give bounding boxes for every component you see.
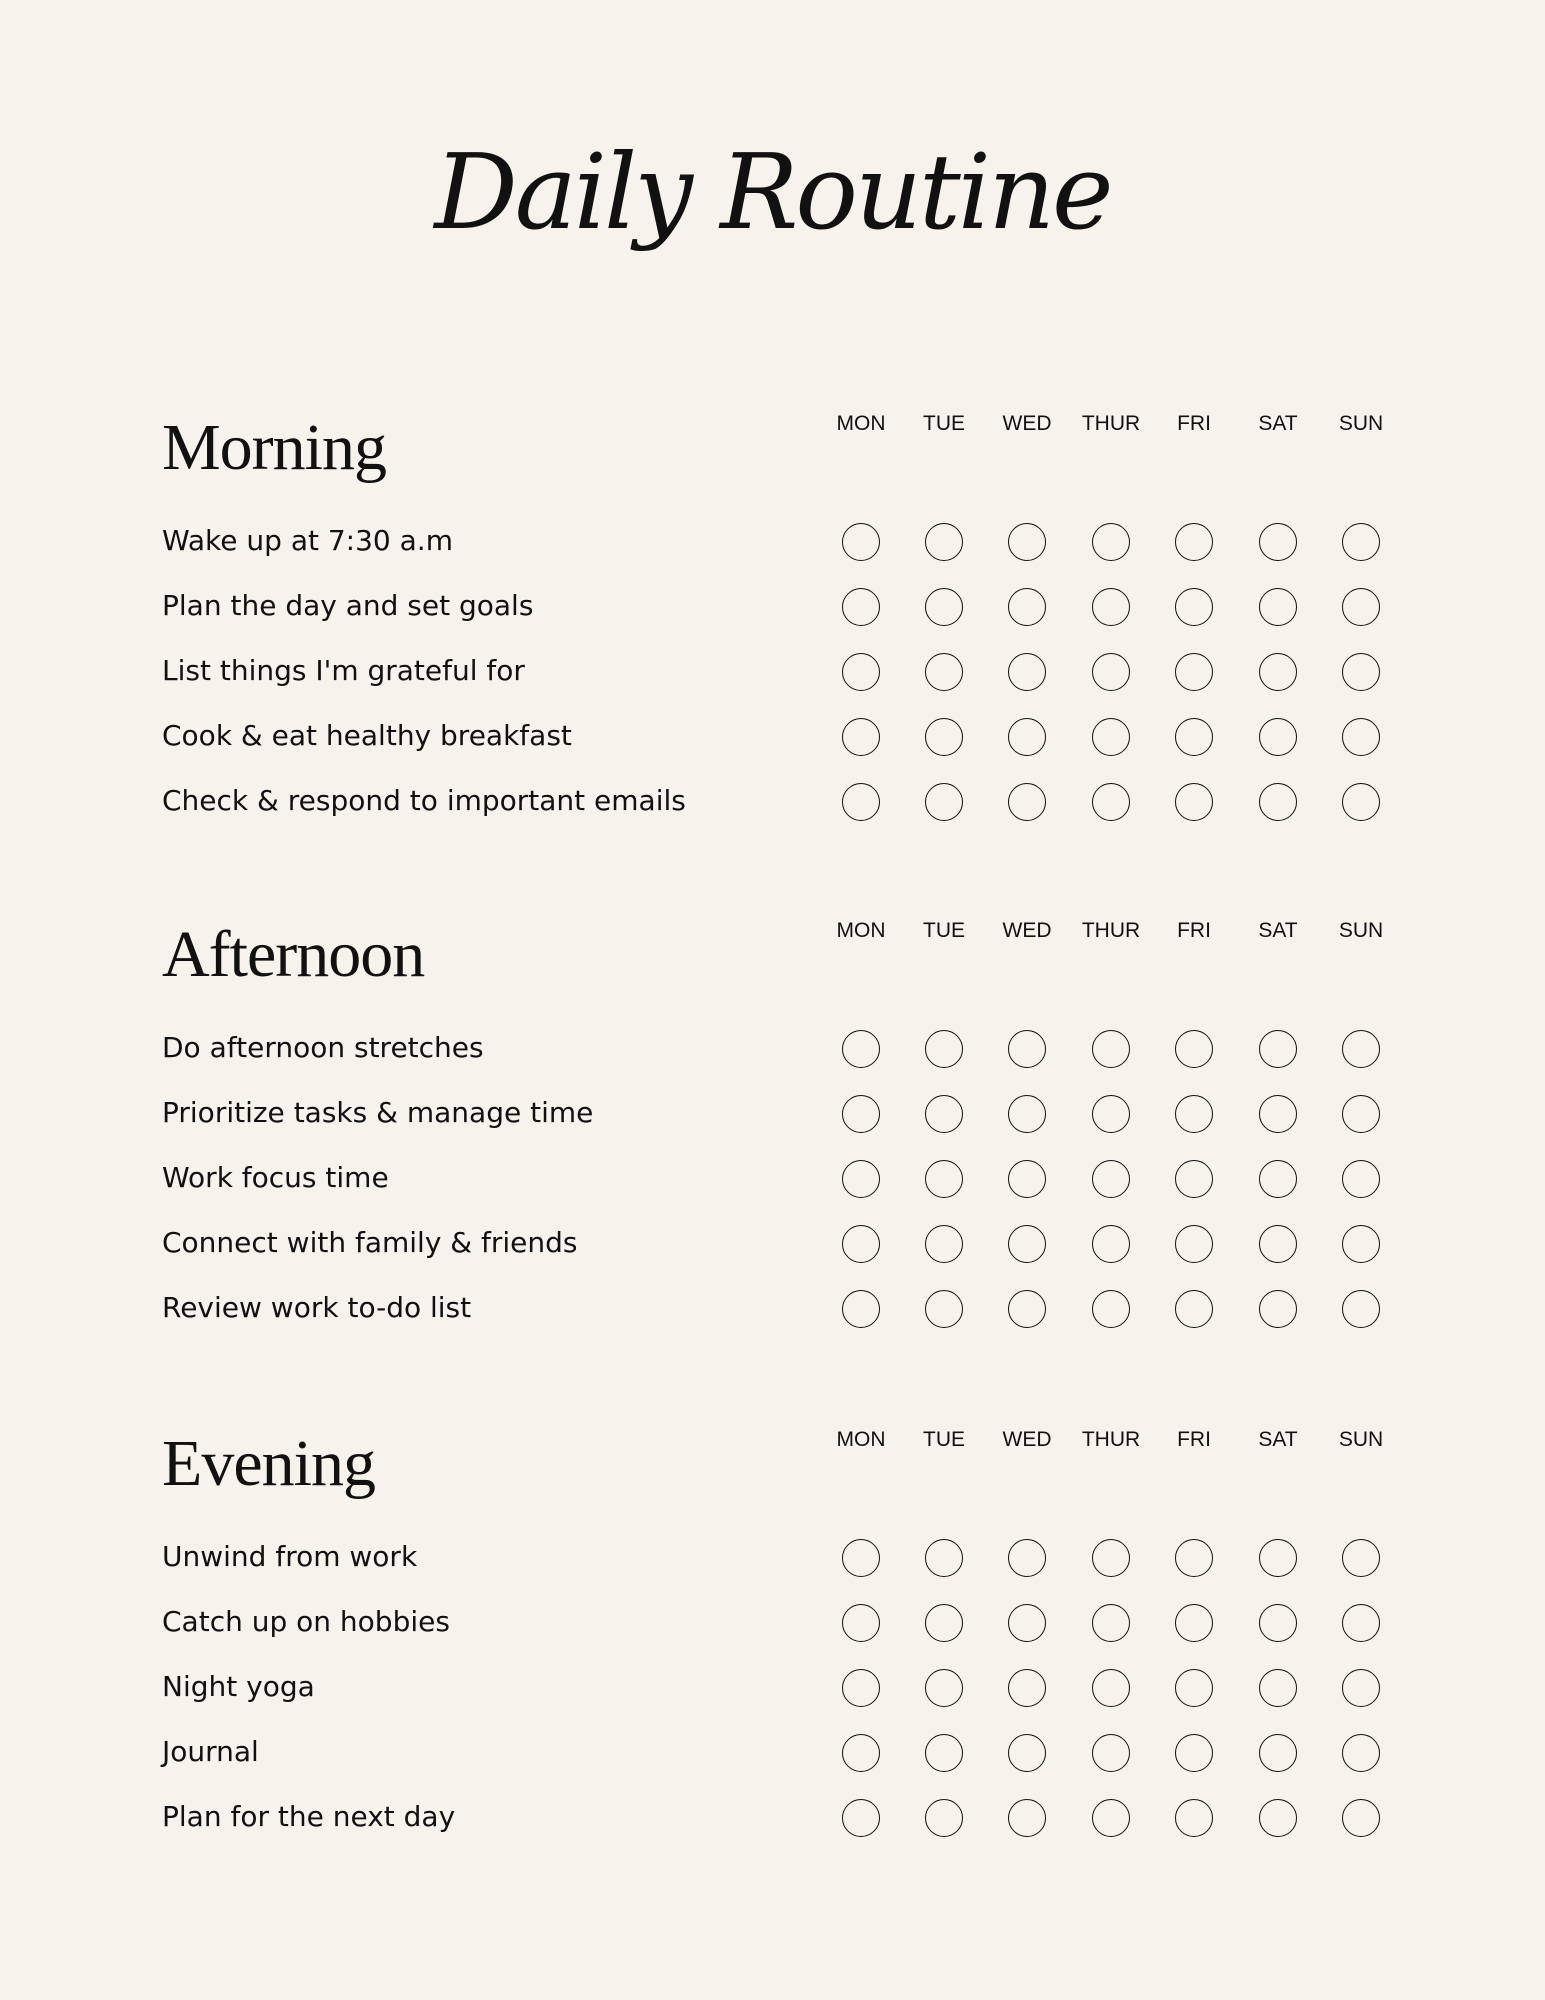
checkbox-mon[interactable] (842, 1095, 880, 1133)
checkbox-tue[interactable] (925, 1095, 963, 1133)
task-label: Plan the day and set goals (162, 589, 534, 622)
checkbox-wed[interactable] (1008, 1225, 1046, 1263)
day-header-wed: WED (1002, 412, 1052, 435)
checkbox-sun[interactable] (1342, 1290, 1380, 1328)
checkbox-fri[interactable] (1175, 1160, 1213, 1198)
checkbox-wed[interactable] (1008, 588, 1046, 626)
task-label: Wake up at 7:30 a.m (162, 524, 453, 557)
checkbox-sat[interactable] (1259, 1160, 1297, 1198)
checkbox-tue[interactable] (925, 1030, 963, 1068)
checkbox-thur[interactable] (1092, 1799, 1130, 1837)
checkbox-mon[interactable] (842, 1160, 880, 1198)
checkbox-wed[interactable] (1008, 1160, 1046, 1198)
checkbox-tue[interactable] (925, 1734, 963, 1772)
checkbox-wed[interactable] (1008, 523, 1046, 561)
day-header-fri: FRI (1177, 1428, 1211, 1451)
task-row (0, 645, 1545, 699)
checkbox-wed[interactable] (1008, 718, 1046, 756)
checkbox-mon[interactable] (842, 1669, 880, 1707)
day-header-fri: FRI (1177, 919, 1211, 942)
day-header-wed: WED (1002, 1428, 1052, 1451)
checkbox-wed[interactable] (1008, 653, 1046, 691)
checkbox-mon[interactable] (842, 1290, 880, 1328)
checkbox-sun[interactable] (1342, 653, 1380, 691)
task-row (0, 580, 1545, 634)
task-label: Work focus time (162, 1161, 389, 1194)
checkbox-sat[interactable] (1259, 1734, 1297, 1772)
checkbox-wed[interactable] (1008, 1799, 1046, 1837)
task-row (0, 710, 1545, 764)
checkbox-fri[interactable] (1175, 1604, 1213, 1642)
checkbox-thur[interactable] (1092, 1095, 1130, 1133)
checkbox-fri[interactable] (1175, 718, 1213, 756)
day-header-tue: TUE (923, 412, 965, 435)
checkbox-sun[interactable] (1342, 1095, 1380, 1133)
task-row (0, 1726, 1545, 1780)
checkbox-thur[interactable] (1092, 653, 1130, 691)
day-header-thur: THUR (1081, 412, 1141, 435)
day-header-fri: FRI (1177, 412, 1211, 435)
task-row (0, 1531, 1545, 1585)
task-row (0, 1661, 1545, 1715)
day-header-sun: SUN (1338, 919, 1384, 942)
checkbox-thur[interactable] (1092, 1030, 1130, 1068)
checkbox-tue[interactable] (925, 1539, 963, 1577)
checkbox-mon[interactable] (842, 588, 880, 626)
checkbox-mon[interactable] (842, 1799, 880, 1837)
section-afternoon (0, 918, 1545, 1352)
checkbox-fri[interactable] (1175, 1030, 1213, 1068)
checkbox-sat[interactable] (1259, 1225, 1297, 1263)
checkbox-wed[interactable] (1008, 783, 1046, 821)
task-label: Connect with family & friends (162, 1226, 578, 1259)
task-row (0, 1217, 1545, 1271)
checkbox-sat[interactable] (1259, 1604, 1297, 1642)
section-morning (0, 411, 1545, 845)
checkbox-sun[interactable] (1342, 1604, 1380, 1642)
task-row (0, 515, 1545, 569)
checkbox-sat[interactable] (1259, 1539, 1297, 1577)
checkbox-sat[interactable] (1259, 1799, 1297, 1837)
day-header-sat: SAT (1258, 1428, 1298, 1451)
task-label: Night yoga (162, 1670, 315, 1703)
task-label: Check & respond to important emails (162, 784, 686, 817)
task-row (0, 1791, 1545, 1845)
checkbox-sun[interactable] (1342, 1799, 1380, 1837)
checkbox-mon[interactable] (842, 523, 880, 561)
checkbox-fri[interactable] (1175, 653, 1213, 691)
checkbox-sat[interactable] (1259, 783, 1297, 821)
task-label: Prioritize tasks & manage time (162, 1096, 594, 1129)
task-label: Cook & eat healthy breakfast (162, 719, 572, 752)
checkbox-fri[interactable] (1175, 783, 1213, 821)
checkbox-fri[interactable] (1175, 523, 1213, 561)
day-header-thur: THUR (1081, 919, 1141, 942)
section-title: Afternoon (162, 918, 425, 991)
checkbox-sat[interactable] (1259, 523, 1297, 561)
checkbox-sat[interactable] (1259, 1095, 1297, 1133)
checkbox-mon[interactable] (842, 1734, 880, 1772)
day-header-sun: SUN (1338, 1428, 1384, 1451)
checkbox-fri[interactable] (1175, 1539, 1213, 1577)
checkbox-fri[interactable] (1175, 1225, 1213, 1263)
checkbox-tue[interactable] (925, 1160, 963, 1198)
task-row (0, 775, 1545, 829)
day-header-tue: TUE (923, 919, 965, 942)
checkbox-wed[interactable] (1008, 1669, 1046, 1707)
checkbox-tue[interactable] (925, 523, 963, 561)
checkbox-tue[interactable] (925, 1290, 963, 1328)
task-label: Catch up on hobbies (162, 1605, 450, 1638)
task-label: Plan for the next day (162, 1800, 456, 1833)
checkbox-mon[interactable] (842, 1604, 880, 1642)
checkbox-wed[interactable] (1008, 1030, 1046, 1068)
checkbox-wed[interactable] (1008, 1604, 1046, 1642)
checkbox-sun[interactable] (1342, 1160, 1380, 1198)
checkbox-thur[interactable] (1092, 1290, 1130, 1328)
day-header-tue: TUE (923, 1428, 965, 1451)
checkbox-sun[interactable] (1342, 523, 1380, 561)
checkbox-sat[interactable] (1259, 588, 1297, 626)
checkbox-thur[interactable] (1092, 1669, 1130, 1707)
checkbox-thur[interactable] (1092, 1225, 1130, 1263)
checkbox-sun[interactable] (1342, 588, 1380, 626)
checkbox-mon[interactable] (842, 1030, 880, 1068)
day-header-sun: SUN (1338, 412, 1384, 435)
checkbox-fri[interactable] (1175, 1290, 1213, 1328)
checkbox-fri[interactable] (1175, 1799, 1213, 1837)
checkbox-sat[interactable] (1259, 1290, 1297, 1328)
checkbox-sat[interactable] (1259, 1669, 1297, 1707)
checkbox-tue[interactable] (925, 1225, 963, 1263)
task-row (0, 1087, 1545, 1141)
task-row (0, 1022, 1545, 1076)
day-header-thur: THUR (1081, 1428, 1141, 1451)
checkbox-mon[interactable] (842, 718, 880, 756)
checkbox-thur[interactable] (1092, 523, 1130, 561)
task-label: List things I'm grateful for (162, 654, 525, 687)
checkbox-tue[interactable] (925, 588, 963, 626)
checkbox-sat[interactable] (1259, 718, 1297, 756)
checkbox-sat[interactable] (1259, 653, 1297, 691)
checkbox-tue[interactable] (925, 783, 963, 821)
checkbox-wed[interactable] (1008, 1095, 1046, 1133)
page-title: Daily Routine (434, 131, 1111, 253)
checkbox-fri[interactable] (1175, 1095, 1213, 1133)
task-row (0, 1152, 1545, 1206)
task-row (0, 1596, 1545, 1650)
checkbox-thur[interactable] (1092, 1604, 1130, 1642)
checkbox-tue[interactable] (925, 718, 963, 756)
task-label: Journal (162, 1735, 259, 1768)
checkbox-wed[interactable] (1008, 1290, 1046, 1328)
checkbox-tue[interactable] (925, 1799, 963, 1837)
checkbox-wed[interactable] (1008, 1539, 1046, 1577)
checkbox-mon[interactable] (842, 1539, 880, 1577)
checkbox-mon[interactable] (842, 783, 880, 821)
checkbox-thur[interactable] (1092, 588, 1130, 626)
task-label: Unwind from work (162, 1540, 418, 1573)
checkbox-sun[interactable] (1342, 1030, 1380, 1068)
checkbox-sun[interactable] (1342, 783, 1380, 821)
day-header-sat: SAT (1258, 412, 1298, 435)
checkbox-thur[interactable] (1092, 718, 1130, 756)
task-label: Do afternoon stretches (162, 1031, 484, 1064)
checkbox-thur[interactable] (1092, 1734, 1130, 1772)
section-title: Evening (162, 1427, 375, 1500)
checkbox-sun[interactable] (1342, 1669, 1380, 1707)
checkbox-thur[interactable] (1092, 783, 1130, 821)
day-header-mon: MON (836, 412, 886, 435)
checkbox-sun[interactable] (1342, 718, 1380, 756)
checkbox-wed[interactable] (1008, 1734, 1046, 1772)
checkbox-sun[interactable] (1342, 1734, 1380, 1772)
checkbox-mon[interactable] (842, 653, 880, 691)
day-header-sat: SAT (1258, 919, 1298, 942)
section-evening (0, 1427, 1545, 1861)
day-header-mon: MON (836, 1428, 886, 1451)
day-header-wed: WED (1002, 919, 1052, 942)
checkbox-sat[interactable] (1259, 1030, 1297, 1068)
checkbox-thur[interactable] (1092, 1160, 1130, 1198)
day-header-mon: MON (836, 919, 886, 942)
checkbox-fri[interactable] (1175, 1669, 1213, 1707)
checkbox-thur[interactable] (1092, 1539, 1130, 1577)
checkbox-fri[interactable] (1175, 1734, 1213, 1772)
checkbox-tue[interactable] (925, 653, 963, 691)
checkbox-sun[interactable] (1342, 1539, 1380, 1577)
section-title: Morning (162, 411, 386, 484)
task-row (0, 1282, 1545, 1336)
checkbox-tue[interactable] (925, 1604, 963, 1642)
checkbox-fri[interactable] (1175, 588, 1213, 626)
checkbox-mon[interactable] (842, 1225, 880, 1263)
checkbox-sun[interactable] (1342, 1225, 1380, 1263)
task-label: Review work to-do list (162, 1291, 472, 1324)
checkbox-tue[interactable] (925, 1669, 963, 1707)
